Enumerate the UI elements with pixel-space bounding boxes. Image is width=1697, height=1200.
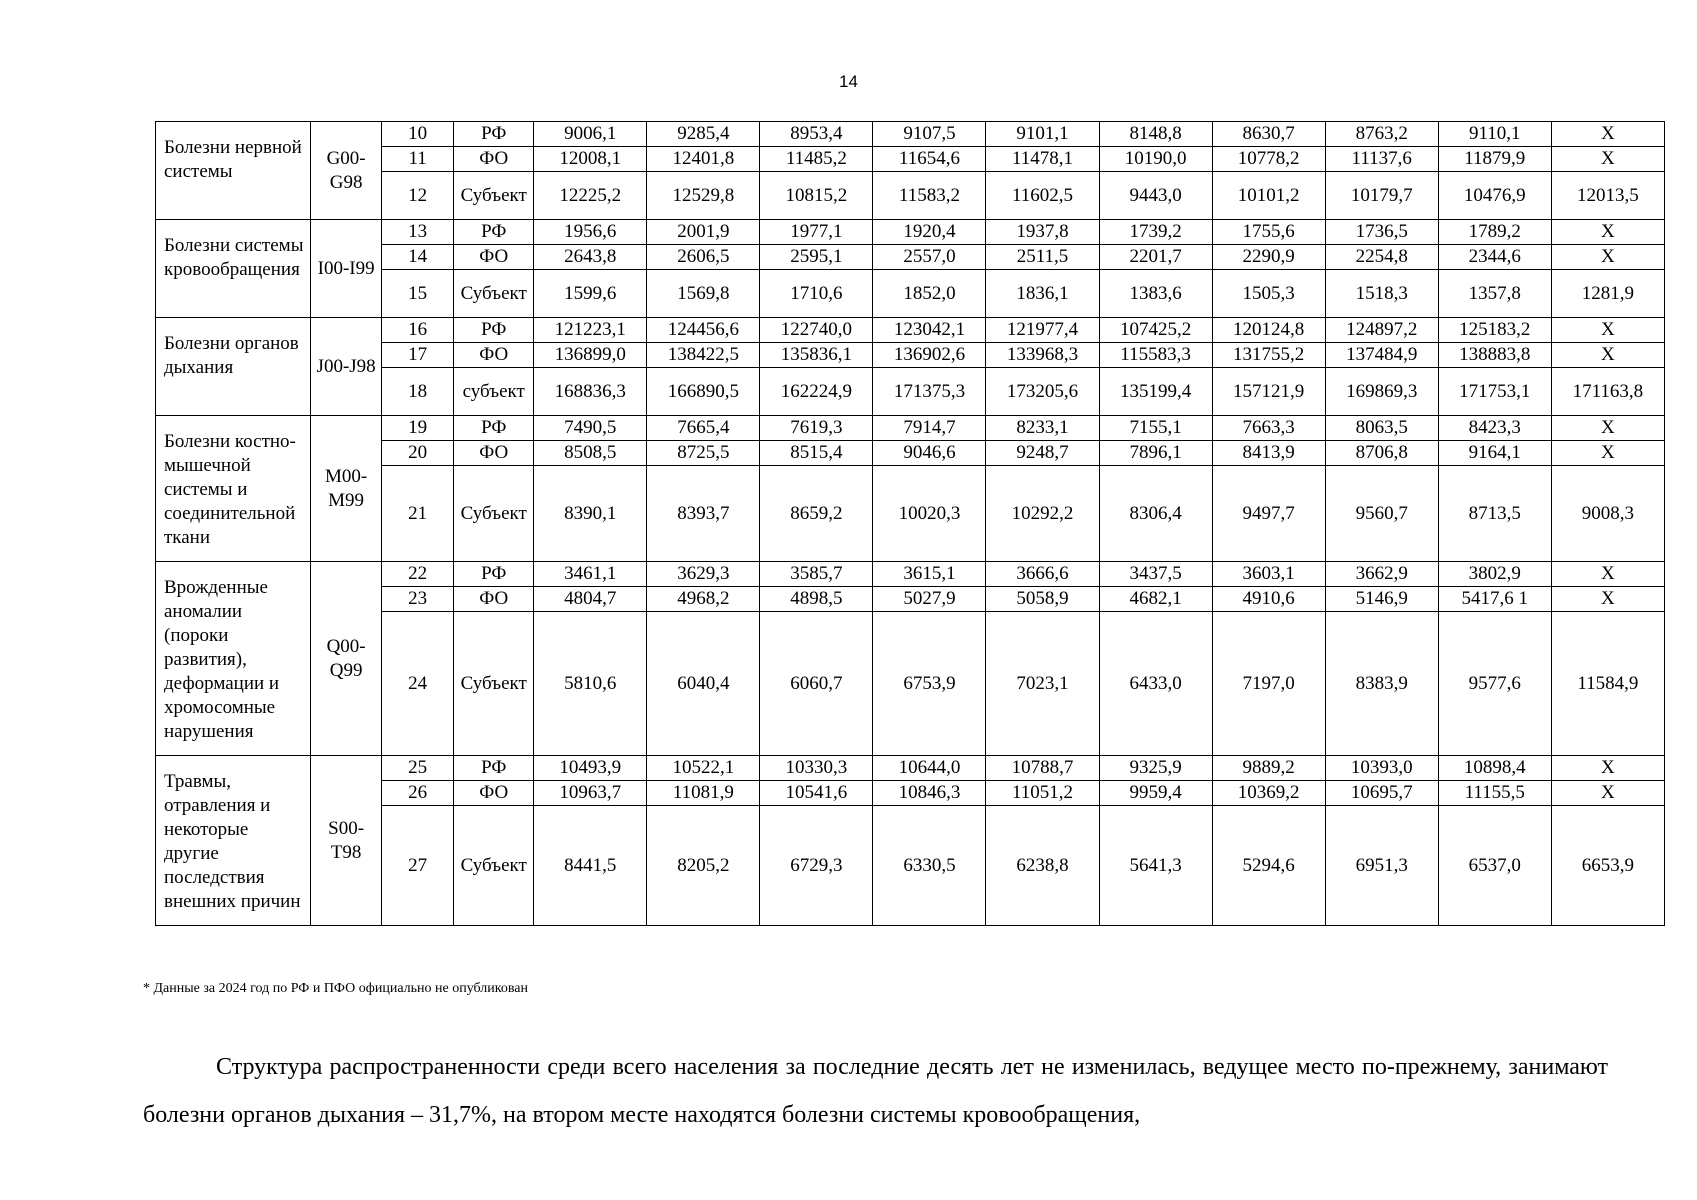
value-cell: 9497,7	[1212, 466, 1325, 562]
value-cell: 169869,3	[1325, 368, 1438, 416]
territory-type: субъект	[454, 368, 534, 416]
value-cell: 115583,3	[1099, 343, 1212, 368]
row-number: 23	[382, 587, 454, 612]
value-cell: 9285,4	[647, 122, 760, 147]
value-cell: 124456,6	[647, 318, 760, 343]
territory-type: Субъект	[454, 172, 534, 220]
value-cell: 7665,4	[647, 416, 760, 441]
value-cell: 123042,1	[873, 318, 986, 343]
disease-group-name: Болезни нервной системы	[156, 122, 311, 220]
territory-type: Субъект	[454, 806, 534, 926]
value-cell: Х	[1551, 122, 1664, 147]
value-cell: 10815,2	[760, 172, 873, 220]
value-cell: 10101,2	[1212, 172, 1325, 220]
value-cell: 1937,8	[986, 220, 1099, 245]
value-cell: 11584,9	[1551, 612, 1664, 756]
table-row	[156, 587, 1665, 612]
value-cell: 6238,8	[986, 806, 1099, 926]
row-number: 27	[382, 806, 454, 926]
disease-group-name: Болезни системы кровообращения	[156, 220, 311, 318]
value-cell: 10179,7	[1325, 172, 1438, 220]
value-cell: 121223,1	[534, 318, 647, 343]
value-cell: 2595,1	[760, 245, 873, 270]
row-number: 15	[382, 270, 454, 318]
row-number: 17	[382, 343, 454, 368]
value-cell: 12401,8	[647, 147, 760, 172]
value-cell: 8205,2	[647, 806, 760, 926]
table-row	[156, 270, 1665, 318]
value-cell: 5641,3	[1099, 806, 1212, 926]
value-cell: 2001,9	[647, 220, 760, 245]
table-row	[156, 416, 1665, 441]
value-cell: 1852,0	[873, 270, 986, 318]
icd-code: I00-I99	[311, 220, 382, 318]
value-cell: 173205,6	[986, 368, 1099, 416]
value-cell: 7914,7	[873, 416, 986, 441]
value-cell: 6330,5	[873, 806, 986, 926]
value-cell: 9008,3	[1551, 466, 1664, 562]
row-number: 21	[382, 466, 454, 562]
value-cell: 1569,8	[647, 270, 760, 318]
morbidity-table	[155, 121, 1665, 926]
value-cell: 10846,3	[873, 781, 986, 806]
value-cell: 1281,9	[1551, 270, 1664, 318]
value-cell: 157121,9	[1212, 368, 1325, 416]
value-cell: 6653,9	[1551, 806, 1664, 926]
value-cell: 10393,0	[1325, 756, 1438, 781]
value-cell: 8393,7	[647, 466, 760, 562]
value-cell: 171753,1	[1438, 368, 1551, 416]
value-cell: 8383,9	[1325, 612, 1438, 756]
value-cell: 1710,6	[760, 270, 873, 318]
value-cell: 9325,9	[1099, 756, 1212, 781]
table-row	[156, 612, 1665, 756]
value-cell: 8659,2	[760, 466, 873, 562]
value-cell: 136902,6	[873, 343, 986, 368]
row-number: 11	[382, 147, 454, 172]
table-row	[156, 368, 1665, 416]
value-cell: 124897,2	[1325, 318, 1438, 343]
value-cell: 5146,9	[1325, 587, 1438, 612]
value-cell: 11583,2	[873, 172, 986, 220]
value-cell: Х	[1551, 318, 1664, 343]
value-cell: 1505,3	[1212, 270, 1325, 318]
value-cell: Х	[1551, 562, 1664, 587]
value-cell: 6537,0	[1438, 806, 1551, 926]
table-row	[156, 245, 1665, 270]
row-number: 14	[382, 245, 454, 270]
value-cell: 3802,9	[1438, 562, 1551, 587]
value-cell: 9107,5	[873, 122, 986, 147]
value-cell: 2290,9	[1212, 245, 1325, 270]
value-cell: 5027,9	[873, 587, 986, 612]
table-row	[156, 220, 1665, 245]
value-cell: 3615,1	[873, 562, 986, 587]
icd-code: J00-J98	[311, 318, 382, 416]
row-number: 10	[382, 122, 454, 147]
row-number: 22	[382, 562, 454, 587]
value-cell: 8706,8	[1325, 441, 1438, 466]
value-cell: 4910,6	[1212, 587, 1325, 612]
territory-type: РФ	[454, 220, 534, 245]
territory-type: РФ	[454, 416, 534, 441]
body-paragraph: Структура распространенности среди всего населения за последние десять лет не изменилась, ведущее место по-прежнему, занимают болезни органов дыхания – 31,7%, на втором месте находятся болезни системы кровообращения,	[143, 1054, 1608, 1128]
value-cell: 171163,8	[1551, 368, 1664, 416]
row-number: 12	[382, 172, 454, 220]
icd-code: Q00-Q99	[311, 562, 382, 756]
value-cell: 7197,0	[1212, 612, 1325, 756]
disease-group-name: Болезни органов дыхания	[156, 318, 311, 416]
value-cell: 122740,0	[760, 318, 873, 343]
value-cell: 168836,3	[534, 368, 647, 416]
table-row	[156, 147, 1665, 172]
value-cell: 10493,9	[534, 756, 647, 781]
value-cell: 7619,3	[760, 416, 873, 441]
value-cell: 9560,7	[1325, 466, 1438, 562]
value-cell: 8953,4	[760, 122, 873, 147]
table-row	[156, 806, 1665, 926]
value-cell: 166890,5	[647, 368, 760, 416]
value-cell: 1383,6	[1099, 270, 1212, 318]
value-cell: 11602,5	[986, 172, 1099, 220]
value-cell: Х	[1551, 220, 1664, 245]
value-cell: Х	[1551, 587, 1664, 612]
footnote: * Данные за 2024 год по РФ и ПФО официально не опубликован	[143, 981, 529, 996]
value-cell: 3461,1	[534, 562, 647, 587]
value-cell: 3666,6	[986, 562, 1099, 587]
value-cell: 6040,4	[647, 612, 760, 756]
value-cell: 1977,1	[760, 220, 873, 245]
value-cell: 12529,8	[647, 172, 760, 220]
value-cell: 8233,1	[986, 416, 1099, 441]
table-row	[156, 781, 1665, 806]
value-cell: 135199,4	[1099, 368, 1212, 416]
value-cell: Х	[1551, 245, 1664, 270]
value-cell: 9110,1	[1438, 122, 1551, 147]
value-cell: 131755,2	[1212, 343, 1325, 368]
value-cell: 2254,8	[1325, 245, 1438, 270]
table-row	[156, 756, 1665, 781]
value-cell: 10695,7	[1325, 781, 1438, 806]
value-cell: 8725,5	[647, 441, 760, 466]
value-cell: 8763,2	[1325, 122, 1438, 147]
value-cell: 1599,6	[534, 270, 647, 318]
value-cell: 7663,3	[1212, 416, 1325, 441]
value-cell: 10476,9	[1438, 172, 1551, 220]
icd-code: S00-T98	[311, 756, 382, 926]
value-cell: 9101,1	[986, 122, 1099, 147]
value-cell: 2511,5	[986, 245, 1099, 270]
table-row	[156, 318, 1665, 343]
value-cell: 1736,5	[1325, 220, 1438, 245]
value-cell: 10541,6	[760, 781, 873, 806]
territory-type: Субъект	[454, 466, 534, 562]
row-number: 25	[382, 756, 454, 781]
value-cell: 2344,6	[1438, 245, 1551, 270]
value-cell: 107425,2	[1099, 318, 1212, 343]
value-cell: 6753,9	[873, 612, 986, 756]
table-row	[156, 466, 1665, 562]
value-cell: Х	[1551, 343, 1664, 368]
table-row	[156, 441, 1665, 466]
value-cell: 8713,5	[1438, 466, 1551, 562]
value-cell: 9959,4	[1099, 781, 1212, 806]
territory-type: Субъект	[454, 612, 534, 756]
value-cell: 1755,6	[1212, 220, 1325, 245]
territory-type: РФ	[454, 756, 534, 781]
value-cell: 9164,1	[1438, 441, 1551, 466]
value-cell: 8390,1	[534, 466, 647, 562]
value-cell: 10369,2	[1212, 781, 1325, 806]
value-cell: 7490,5	[534, 416, 647, 441]
value-cell: 10190,0	[1099, 147, 1212, 172]
value-cell: 125183,2	[1438, 318, 1551, 343]
value-cell: Х	[1551, 416, 1664, 441]
row-number: 18	[382, 368, 454, 416]
value-cell: 3662,9	[1325, 562, 1438, 587]
value-cell: 5058,9	[986, 587, 1099, 612]
value-cell: Х	[1551, 147, 1664, 172]
value-cell: 7155,1	[1099, 416, 1212, 441]
value-cell: 11051,2	[986, 781, 1099, 806]
value-cell: 6433,0	[1099, 612, 1212, 756]
value-cell: 4804,7	[534, 587, 647, 612]
value-cell: 1920,4	[873, 220, 986, 245]
value-cell: 9248,7	[986, 441, 1099, 466]
value-cell: 9046,6	[873, 441, 986, 466]
value-cell: 7896,1	[1099, 441, 1212, 466]
row-number: 20	[382, 441, 454, 466]
value-cell: 12225,2	[534, 172, 647, 220]
value-cell: 1357,8	[1438, 270, 1551, 318]
page-number: 14	[839, 72, 858, 91]
value-cell: 8423,3	[1438, 416, 1551, 441]
value-cell: 3437,5	[1099, 562, 1212, 587]
row-number: 26	[382, 781, 454, 806]
value-cell: 2201,7	[1099, 245, 1212, 270]
value-cell: 10020,3	[873, 466, 986, 562]
value-cell: 12008,1	[534, 147, 647, 172]
value-cell: 1956,6	[534, 220, 647, 245]
value-cell: Х	[1551, 756, 1664, 781]
value-cell: 4968,2	[647, 587, 760, 612]
territory-type: ФО	[454, 245, 534, 270]
value-cell: 9577,6	[1438, 612, 1551, 756]
value-cell: 10644,0	[873, 756, 986, 781]
value-cell: 3585,7	[760, 562, 873, 587]
value-cell: 162224,9	[760, 368, 873, 416]
value-cell: 3603,1	[1212, 562, 1325, 587]
value-cell: 137484,9	[1325, 343, 1438, 368]
table-row	[156, 343, 1665, 368]
row-number: 24	[382, 612, 454, 756]
value-cell: 6729,3	[760, 806, 873, 926]
value-cell: Х	[1551, 441, 1664, 466]
territory-type: ФО	[454, 147, 534, 172]
value-cell: 11155,5	[1438, 781, 1551, 806]
icd-code: G00-G98	[311, 122, 382, 220]
value-cell: 12013,5	[1551, 172, 1664, 220]
value-cell: 10898,4	[1438, 756, 1551, 781]
value-cell: 10330,3	[760, 756, 873, 781]
disease-group-name: Врожденные аномалии (пороки развития), деформации и хромосомные нарушения	[156, 562, 311, 756]
table-row	[156, 172, 1665, 220]
value-cell: 136899,0	[534, 343, 647, 368]
value-cell: 11879,9	[1438, 147, 1551, 172]
territory-type: Субъект	[454, 270, 534, 318]
value-cell: 5810,6	[534, 612, 647, 756]
row-number: 13	[382, 220, 454, 245]
table-row	[156, 122, 1665, 147]
value-cell: 8306,4	[1099, 466, 1212, 562]
territory-type: ФО	[454, 441, 534, 466]
territory-type: ФО	[454, 343, 534, 368]
value-cell: 11137,6	[1325, 147, 1438, 172]
value-cell: 1836,1	[986, 270, 1099, 318]
value-cell: 171375,3	[873, 368, 986, 416]
value-cell: 6951,3	[1325, 806, 1438, 926]
value-cell: 10788,7	[986, 756, 1099, 781]
value-cell: 8413,9	[1212, 441, 1325, 466]
row-number: 19	[382, 416, 454, 441]
table-row	[156, 562, 1665, 587]
value-cell: 3629,3	[647, 562, 760, 587]
row-number: 16	[382, 318, 454, 343]
territory-type: ФО	[454, 781, 534, 806]
value-cell: 8063,5	[1325, 416, 1438, 441]
value-cell: 8148,8	[1099, 122, 1212, 147]
value-cell: 120124,8	[1212, 318, 1325, 343]
disease-group-name: Болезни костно-мышечной системы и соединительной ткани	[156, 416, 311, 562]
value-cell: 8630,7	[1212, 122, 1325, 147]
value-cell: 4682,1	[1099, 587, 1212, 612]
value-cell: 11485,2	[760, 147, 873, 172]
territory-type: ФО	[454, 587, 534, 612]
value-cell: 1739,2	[1099, 220, 1212, 245]
value-cell: 8441,5	[534, 806, 647, 926]
value-cell: 2557,0	[873, 245, 986, 270]
value-cell: 9889,2	[1212, 756, 1325, 781]
value-cell: 9443,0	[1099, 172, 1212, 220]
value-cell: 8508,5	[534, 441, 647, 466]
value-cell: 135836,1	[760, 343, 873, 368]
value-cell: 1518,3	[1325, 270, 1438, 318]
value-cell: 8515,4	[760, 441, 873, 466]
value-cell: Х	[1551, 781, 1664, 806]
value-cell: 2606,5	[647, 245, 760, 270]
value-cell: 10292,2	[986, 466, 1099, 562]
value-cell: 4898,5	[760, 587, 873, 612]
territory-type: РФ	[454, 562, 534, 587]
value-cell: 6060,7	[760, 612, 873, 756]
value-cell: 9006,1	[534, 122, 647, 147]
value-cell: 121977,4	[986, 318, 1099, 343]
disease-group-name: Травмы, отравления и некоторые другие последствия внешних причин	[156, 756, 311, 926]
value-cell: 7023,1	[986, 612, 1099, 756]
territory-type: РФ	[454, 318, 534, 343]
territory-type: РФ	[454, 122, 534, 147]
value-cell: 5294,6	[1212, 806, 1325, 926]
value-cell: 11654,6	[873, 147, 986, 172]
value-cell: 10778,2	[1212, 147, 1325, 172]
value-cell: 10963,7	[534, 781, 647, 806]
value-cell: 10522,1	[647, 756, 760, 781]
value-cell: 5417,6 1	[1438, 587, 1551, 612]
value-cell: 2643,8	[534, 245, 647, 270]
value-cell: 138883,8	[1438, 343, 1551, 368]
value-cell: 1789,2	[1438, 220, 1551, 245]
value-cell: 138422,5	[647, 343, 760, 368]
value-cell: 11081,9	[647, 781, 760, 806]
value-cell: 11478,1	[986, 147, 1099, 172]
icd-code: M00-M99	[311, 416, 382, 562]
value-cell: 133968,3	[986, 343, 1099, 368]
